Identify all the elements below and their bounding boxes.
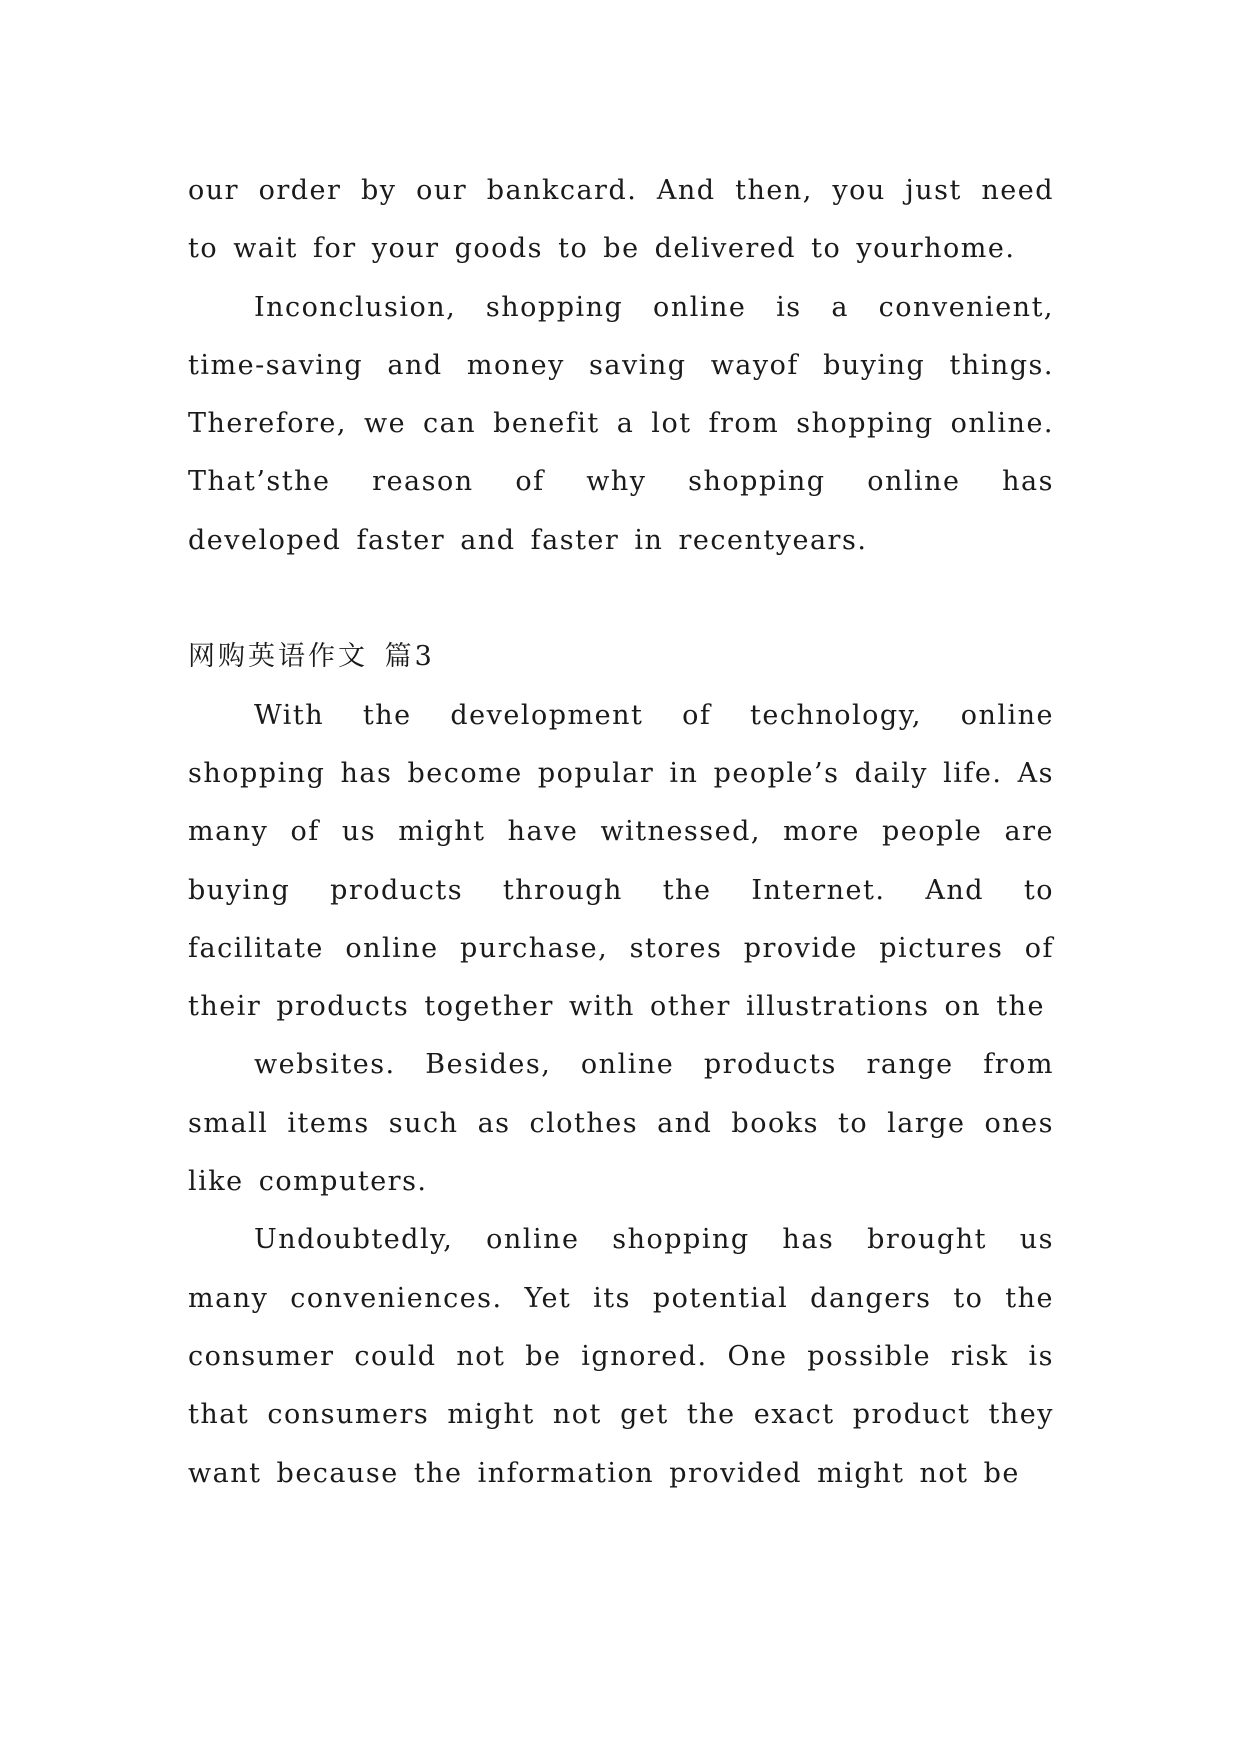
continuation-paragraph: our order by our bankcard. And then, you just need to wait for your goods to be delivered to yourhome. xyxy=(188,175,1054,265)
paragraph-spacer xyxy=(188,570,1054,628)
document-body xyxy=(188,162,1054,1503)
section-paragraph-3: Undoubtedly, online shopping has brought us many conveniences. Yet its potential dangers to the consumer could not be ignored. One possible risk is that consumers might not get the exact product they want because the information provided might not be xyxy=(188,1224,1054,1489)
section-paragraph-2: websites. Besides, online products range from small items such as clothes and books to large ones like computers. xyxy=(188,1049,1054,1198)
conclusion-paragraph: Inconclusion, shopping online is a convenient, time-saving and money saving wayof buying things. Therefore, we can benefit a lot from shopping online. That’sthe reason of why shopping online has developed faster and faster in recentyears. xyxy=(188,291,1054,556)
section-paragraph-1: With the development of technology, online shopping has become popular in people’s daily life. As many of us might have witnessed, more people are buying products through the Internet. And to facilitate online purchase, stores provide pictures of their products together with other illustrations on the xyxy=(188,699,1054,1023)
section-heading: 网购英语作文 篇3 xyxy=(188,641,435,673)
